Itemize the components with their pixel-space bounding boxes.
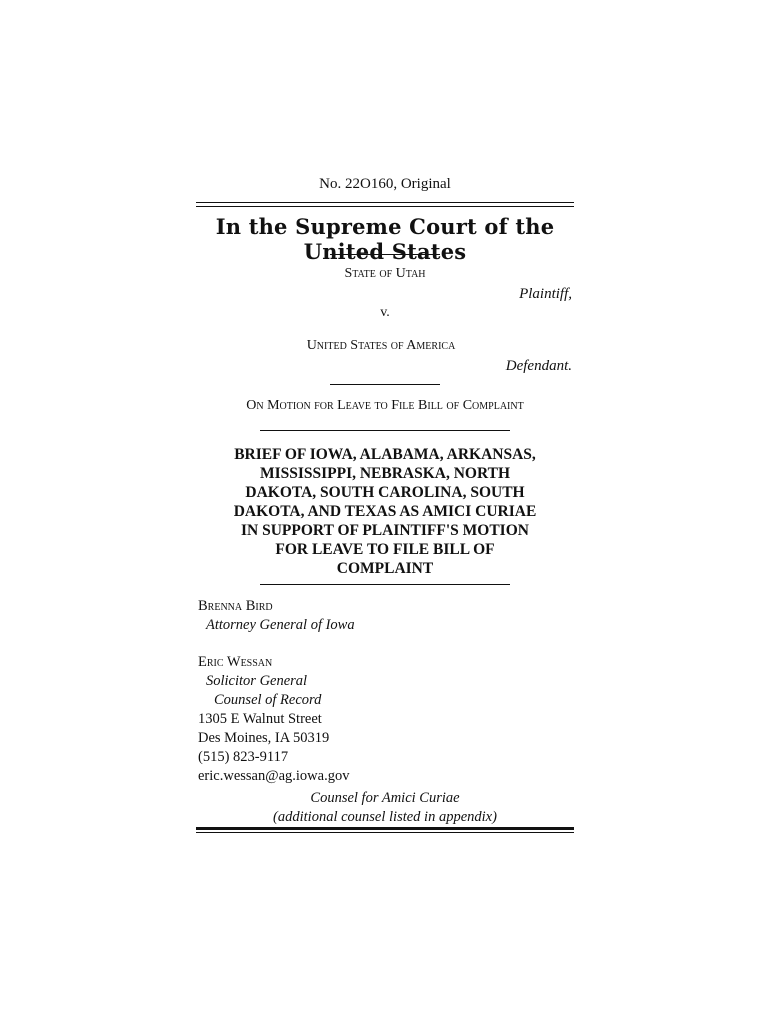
brief-title (214, 445, 556, 578)
brief-title-line: DAKOTA, SOUTH CAROLINA, SOUTH (245, 484, 525, 501)
docket-number: No. 22O160, Original (319, 176, 451, 192)
counsel-for-amici: Counsel for Amici Curiae (310, 790, 460, 806)
motion-caption: On Motion for Leave to File Bill of Complaint (246, 398, 524, 413)
counsel-of-record: Counsel of Record (214, 692, 322, 708)
plaintiff-name: State of Utah (344, 266, 426, 281)
brief-title-line: IN SUPPORT OF PLAINTIFF'S MOTION (241, 522, 529, 539)
counsel-designation (196, 789, 574, 827)
brief-title-line: BRIEF OF IOWA, ALABAMA, ARKANSAS, (234, 446, 536, 463)
versus: v. (380, 305, 390, 320)
top-double-rule (196, 202, 574, 207)
attorney-general-block (198, 597, 355, 635)
address-line: Des Moines, IA 50319 (198, 730, 330, 746)
plaintiff-role: Plaintiff, (519, 286, 572, 302)
phone-number: (515) 823-9117 (198, 749, 289, 765)
court-name: In the Supreme Court of the United States (215, 214, 555, 264)
divider (330, 254, 440, 255)
divider (260, 430, 510, 431)
attorney-general-title: Attorney General of Iowa (206, 617, 355, 633)
divider (260, 584, 510, 585)
solicitor-title: Solicitor General (206, 673, 308, 689)
attorney-general-name: Brenna Bird (198, 598, 273, 614)
defendant-name: United States of America (306, 338, 456, 353)
brief-title-line: COMPLAINT (336, 560, 434, 577)
email-address: eric.wessan@ag.iowa.gov (198, 768, 350, 784)
defendant-role: Defendant. (505, 358, 572, 374)
additional-counsel-note: (additional counsel listed in appendix) (273, 809, 497, 825)
bottom-double-rule (196, 827, 574, 833)
brief-title-line: MISSISSIPPI, NEBRASKA, NORTH (259, 465, 511, 482)
brief-title-line: FOR LEAVE TO FILE BILL OF (275, 541, 495, 558)
divider (330, 384, 440, 385)
solicitor-block (198, 653, 349, 786)
brief-title-line: DAKOTA, AND TEXAS AS AMICI CURIAE (233, 503, 537, 520)
solicitor-name: Eric Wessan (198, 654, 273, 670)
address-line: 1305 E Walnut Street (198, 711, 322, 727)
